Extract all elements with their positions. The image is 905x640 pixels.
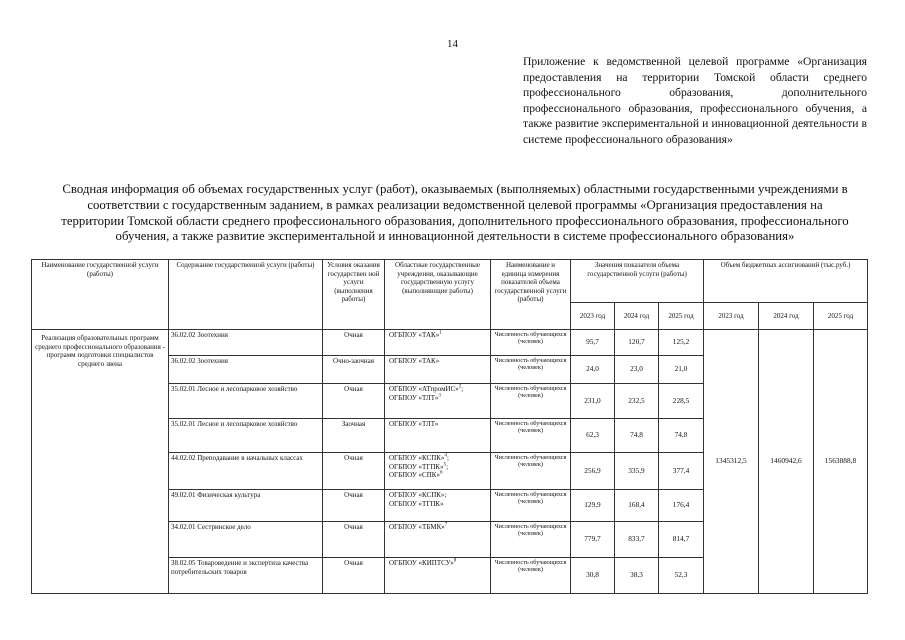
unit-cell: Численность обучающихся (человек): [491, 522, 571, 558]
budget-2023-cell: 1345312,5: [704, 330, 759, 594]
value-2024-cell: 38,3: [615, 558, 659, 594]
footnote-mark: 7: [444, 522, 448, 528]
unit-cell: Численность обучающихся (человек): [491, 453, 571, 490]
footnote-mark: 2: [458, 384, 462, 390]
value-2025-cell: 21,0: [659, 356, 704, 384]
unit-cell: Численность обучающихся (человек): [491, 558, 571, 594]
value-2023-cell: 95,7: [571, 330, 615, 356]
header-institutions: Областные государственные учреждения, оказывающие государственную услугу (выполняющие работы): [385, 260, 491, 330]
institution-name: ОГБПОУ «ТГПК»$^5$;: [389, 462, 449, 471]
value-2025-cell: 814,7: [659, 522, 704, 558]
institutions-cell: [385, 490, 491, 522]
budget-2025-cell: 1563888,8: [814, 330, 868, 594]
condition-cell: Очная: [323, 330, 385, 356]
value-2023-cell: 231,0: [571, 384, 615, 419]
header-indicator: Наименование и единица измерения показателей объема государственной услуги (работы): [491, 260, 571, 330]
header-content: Содержание государственной услуги (работы): [169, 260, 323, 330]
footnote-mark: 5: [443, 462, 447, 468]
header-conditions: Условия оказания государствен ной услуги (выполнения работы): [323, 260, 385, 330]
budget-2024-cell: 1460942,6: [759, 330, 814, 594]
institutions-cell: [385, 522, 491, 558]
footnote-mark: 3: [438, 393, 441, 399]
value-2025-cell: 74,8: [659, 419, 704, 453]
value-2024-cell: 74,8: [615, 419, 659, 453]
institutions-cell: [385, 384, 491, 419]
value-2025-cell: 125,2: [659, 330, 704, 356]
appendix-text: Приложение к ведомственной целевой программе «Организация предоставления на территории Томской области среднего профессионального образования, дополнительного профессионального образования, профессионального обучения, а также развитие экспериментальной и инновационной деятельности в системе профессионального образования»: [523, 55, 867, 146]
content-cell: 38.02.05 Товароведение и экспертиза качества потребительских товаров: [169, 558, 323, 594]
condition-cell: Очная: [323, 490, 385, 522]
header-volume-values: Значения показателя объема государственной услуги (работы): [571, 260, 704, 303]
content-cell: 36.02.02 Зоотехния: [169, 330, 323, 356]
value-2024-cell: 335,9: [615, 453, 659, 490]
content-cell: 44.02.02 Преподавание в начальных классах: [169, 453, 323, 490]
institution-name: ОГБПОУ «ТГПК»: [389, 499, 444, 508]
value-2023-cell: 24,0: [571, 356, 615, 384]
institution-name: ОГБПОУ «КИПТСУ»$^8$: [389, 558, 457, 567]
institutions-cell: [385, 558, 491, 594]
header-year-2024: 2024 год: [615, 303, 659, 330]
institutions-cell: [385, 453, 491, 490]
unit-cell: Численность обучающихся (человек): [491, 356, 571, 384]
condition-cell: Очно-заочная: [323, 356, 385, 384]
institution-name: ОГБПОУ «ТЛТ»$^3$: [389, 393, 441, 402]
institutions-cell: [385, 419, 491, 453]
footnote-mark: 1: [439, 330, 442, 336]
institution-name: ОГБПОУ «КСПК»;: [389, 491, 447, 499]
header-budget: Объем бюджетных ассигнований (тыс.руб.): [704, 260, 868, 303]
value-2024-cell: 833,7: [615, 522, 659, 558]
content-cell: 49.02.01 Физическая культура: [169, 490, 323, 522]
header-budget-year-2025: 2025 год: [814, 303, 868, 330]
condition-cell: Заочная: [323, 419, 385, 453]
page-number: 14: [447, 38, 458, 50]
header-service-name: Наименование государственной услуги (работы): [32, 260, 169, 330]
condition-cell: Очная: [323, 522, 385, 558]
value-2023-cell: 256,9: [571, 453, 615, 490]
value-2023-cell: 129,9: [571, 490, 615, 522]
value-2025-cell: 176,4: [659, 490, 704, 522]
content-cell: 35.02.01 Лесное и лесопарковое хозяйство: [169, 419, 323, 453]
value-2024-cell: 23,0: [615, 356, 659, 384]
unit-cell: Численность обучающихся (человек): [491, 419, 571, 453]
value-2023-cell: 779,7: [571, 522, 615, 558]
institution-name: ОГБПОУ «АТпромИС»$^2$;: [389, 384, 464, 393]
institution-name: ОГБПОУ «ТАК»: [389, 357, 440, 365]
header-budget-year-2023: 2023 год: [704, 303, 759, 330]
document-heading: Сводная информация об объемах государственных услуг (работ), оказываемых (выполняемых) областными государственными учреждениями в соответствии с государственным заданием, в рамках реализации ведомственной целевой программы «Организация предоставления на территории Томской области среднего профессионального образования, дополнительного профессионального образования, профессионального обучения, а также развитие экспериментальной и инновационной деятельности в системе профессионального образования»: [61, 182, 849, 244]
institution-name: ОГБПОУ «КСПК»$^4$;: [389, 453, 449, 462]
value-2025-cell: 52,3: [659, 558, 704, 594]
service-name-cell: Реализация образовательных программ среднего профессионального образования - программ подготовки специалистов среднего звена: [32, 330, 169, 594]
condition-cell: Очная: [323, 453, 385, 490]
footnote-mark: 4: [444, 453, 447, 459]
institutions-cell: [385, 356, 491, 384]
institution-name: ОГБПОУ «ТАК»$^1$: [389, 330, 442, 339]
footnote-mark: 6: [439, 470, 443, 476]
unit-cell: Численность обучающихся (человек): [491, 330, 571, 356]
content-cell: 36.02.02 Зоотехния: [169, 356, 323, 384]
institution-name: ОГБПОУ «ТЛТ»: [389, 420, 439, 428]
value-2023-cell: 62,3: [571, 419, 615, 453]
condition-cell: Очная: [323, 384, 385, 419]
footnote-mark: 8: [453, 558, 457, 564]
value-2024-cell: 168,4: [615, 490, 659, 522]
value-2025-cell: 228,5: [659, 384, 704, 419]
table-row: [32, 330, 868, 356]
institutions-cell: [385, 330, 491, 356]
value-2024-cell: 120,7: [615, 330, 659, 356]
header-year-2023: 2023 год: [571, 303, 615, 330]
value-2025-cell: 377,4: [659, 453, 704, 490]
institution-name: ОГБПОУ «ТБМК»$^7$: [389, 522, 448, 531]
value-2024-cell: 232,5: [615, 384, 659, 419]
unit-cell: Численность обучающихся (человек): [491, 384, 571, 419]
unit-cell: Численность обучающихся (человек): [491, 490, 571, 522]
services-table: [31, 259, 868, 594]
content-cell: 34.02.01 Сестринское дело: [169, 522, 323, 558]
table-body: [32, 330, 868, 594]
content-cell: 35.02.01 Лесное и лесопарковое хозяйство: [169, 384, 323, 419]
header-budget-year-2024: 2024 год: [759, 303, 814, 330]
condition-cell: Очная: [323, 558, 385, 594]
institution-name: ОГБПОУ «СПК»$^6$: [389, 470, 443, 480]
value-2023-cell: 30,8: [571, 558, 615, 594]
header-year-2025: 2025 год: [659, 303, 704, 330]
